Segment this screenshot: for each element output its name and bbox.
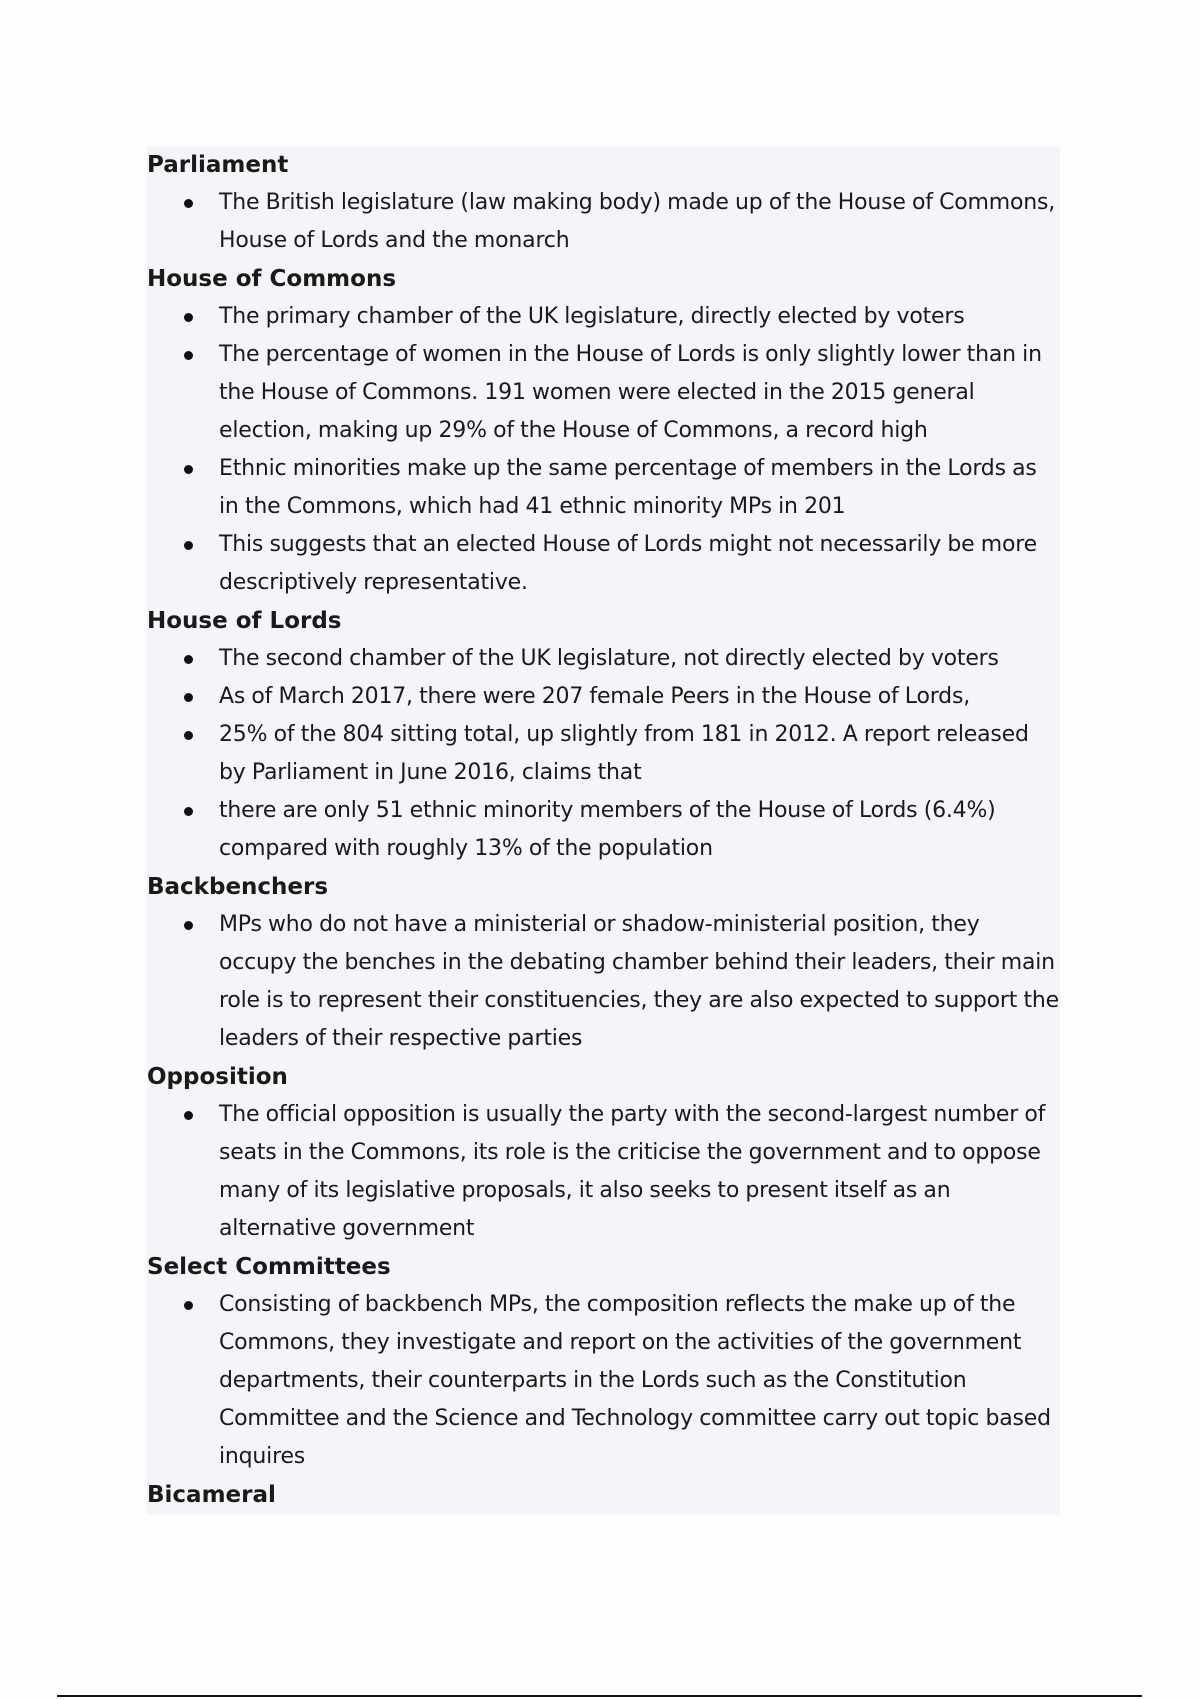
section-house-of-commons (147, 260, 1060, 602)
list-item-text: Ethnic minorities make up the same percentage of members in the Lords as in the Commons, which had 41 ethnic minority MPs in 201 (219, 456, 1037, 519)
notes-body (147, 146, 1060, 1514)
section-select-committees (147, 1248, 1060, 1476)
bullet-icon (184, 351, 193, 360)
bullet-icon (184, 313, 193, 322)
list-item (147, 1096, 1060, 1248)
list-item (147, 640, 1060, 678)
section-heading: Opposition (147, 1064, 288, 1090)
bullet-icon (184, 541, 193, 550)
list-item (147, 526, 1060, 602)
list-item (147, 906, 1060, 1058)
section-heading: House of Lords (147, 608, 342, 634)
section-parliament (147, 146, 1060, 260)
section-heading: Bicameral (147, 1482, 276, 1508)
section-heading: Backbenchers (147, 874, 329, 900)
list-item-text: The second chamber of the UK legislature, not directly elected by voters (219, 646, 999, 671)
bullet-list (147, 906, 1060, 1058)
list-item (147, 450, 1060, 526)
list-item-text: The primary chamber of the UK legislature, directly elected by voters (219, 304, 965, 329)
list-item-text: As of March 2017, there were 207 female Peers in the House of Lords, (219, 684, 971, 709)
bullet-list (147, 1096, 1060, 1248)
bullet-icon (184, 655, 193, 664)
bullet-icon (184, 921, 193, 930)
bullet-icon (184, 731, 193, 740)
list-item-text: The British legislature (law making body) made up of the House of Commons, House of Lords and the monarch (219, 190, 1056, 253)
list-item-text: there are only 51 ethnic minority members of the House of Lords (6.4%) compared with roughly 13% of the population (219, 798, 996, 861)
list-item-text: This suggests that an elected House of Lords might not necessarily be more descriptively representative. (219, 532, 1037, 595)
bullet-icon (184, 1301, 193, 1310)
list-item (147, 298, 1060, 336)
bullet-icon (184, 465, 193, 474)
section-opposition (147, 1058, 1060, 1248)
bullet-list (147, 298, 1060, 602)
list-item (147, 1286, 1060, 1476)
bullet-icon (184, 807, 193, 816)
bullet-icon (184, 199, 193, 208)
footer-divider (57, 1695, 1142, 1697)
section-backbenchers (147, 868, 1060, 1058)
bullet-list (147, 184, 1060, 260)
bullet-icon (184, 693, 193, 702)
list-item-text: The official opposition is usually the party with the second-largest number of seats in the Commons, its role is the criticise the government and to oppose many of its legislative proposals, it also seeks to present itself as an alternative government (219, 1102, 1046, 1241)
bullet-list (147, 1286, 1060, 1476)
section-heading: Select Committees (147, 1254, 391, 1280)
list-item-text: MPs who do not have a ministerial or shadow-ministerial position, they occupy the benches in the debating chamber behind their leaders, their main role is to represent their constituencies, they are also expected to support the leaders of their respective parties (219, 912, 1059, 1051)
list-item (147, 678, 1060, 716)
bullet-icon (184, 1111, 193, 1120)
section-bicameral (147, 1476, 1060, 1514)
list-item (147, 716, 1060, 792)
list-item (147, 336, 1060, 450)
section-house-of-lords (147, 602, 1060, 868)
list-item-text: 25% of the 804 sitting total, up slightly from 181 in 2012. A report released by Parliament in June 2016, claims that (219, 722, 1029, 785)
list-item-text: The percentage of women in the House of Lords is only slightly lower than in the House of Commons. 191 women were elected in the 2015 general election, making up 29% of the House of Commons, a record high (219, 342, 1042, 443)
bullet-list (147, 640, 1060, 868)
list-item (147, 792, 1060, 868)
list-item (147, 184, 1060, 260)
section-heading: Parliament (147, 152, 289, 178)
list-item-text: Consisting of backbench MPs, the composition reflects the make up of the Commons, they investigate and report on the activities of the government departments, their counterparts in the Lords such as the Constitution Committee and the Science and Technology committee carry out topic based inquires (219, 1292, 1051, 1469)
section-heading: House of Commons (147, 266, 397, 292)
